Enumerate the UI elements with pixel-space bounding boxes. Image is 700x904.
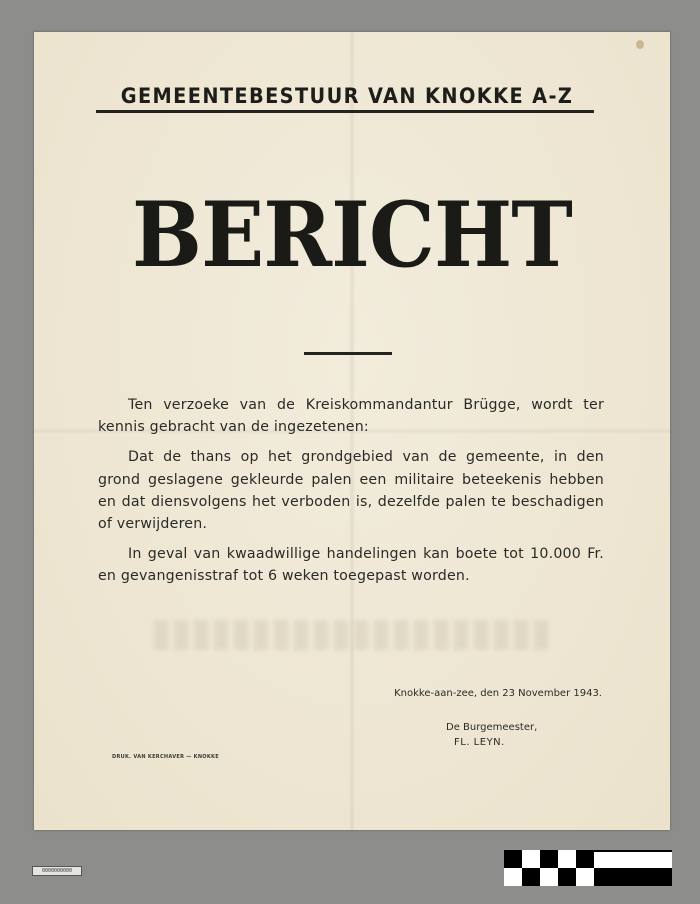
signature-role: De Burgemeester,	[446, 722, 538, 733]
paragraph-request: Ten verzoeke van de Kreiskommandantur Brügge, wordt ter kennis gebracht van de ingezetenen:	[98, 397, 604, 436]
signature-name: FL. LEYN.	[454, 737, 505, 748]
scale-cell	[522, 868, 540, 886]
poster-header: GEMEENTEBESTUUR VAN KNOKKE A-Z	[120, 84, 574, 108]
poster-title: BERICHT	[132, 182, 572, 288]
scale-cell	[540, 850, 558, 868]
bleed-through-shadow	[154, 620, 554, 650]
scale-cell	[576, 850, 594, 868]
paragraph-prohibition: Dat de thans op het grondgebied van de gemeente, in den grond geslagene gekleurde palen een militaire beteekenis hebben en dat diensvolgens het verboden is, dezelfde palen te beschadigen of verwijderen.	[98, 449, 604, 533]
scale-cell	[504, 850, 522, 868]
scale-cell	[558, 868, 576, 886]
notice-body	[98, 394, 604, 596]
divider-rule	[304, 352, 392, 355]
paragraph-penalty: In geval van kwaadwillige handelingen kan boete tot 10.000 Fr. en gevangenisstraf tot 6 weken toegepast worden.	[98, 546, 604, 585]
paper-stain	[636, 40, 644, 49]
inventory-tag: 0000000000	[32, 866, 82, 876]
place-and-date: Knokke-aan-zee, den 23 November 1943.	[394, 688, 602, 699]
poster-sheet	[34, 32, 670, 830]
header-rule	[96, 110, 594, 113]
color-scale-bar	[504, 850, 672, 886]
scale-cell	[594, 868, 672, 886]
printer-imprint: DRUK. VAN KERCHAVER — KNOKKE	[112, 754, 219, 760]
scale-cell	[594, 850, 672, 852]
